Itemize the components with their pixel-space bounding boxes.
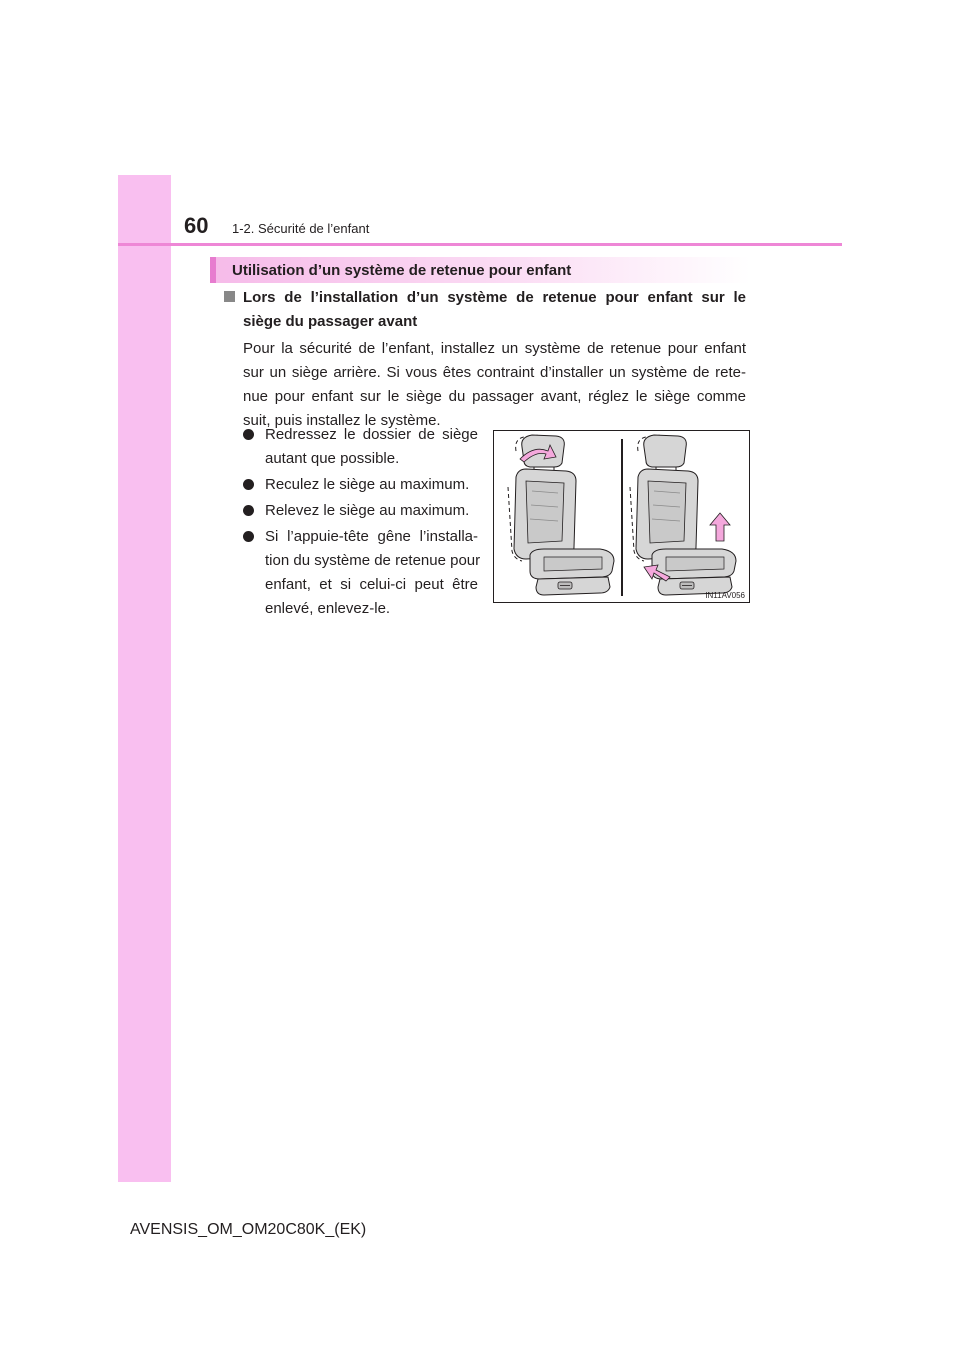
list-item (243, 423, 478, 471)
paragraph-line: nue pour enfant sur le siège du passager avant, réglez le siège comme (243, 388, 746, 405)
bullet-dot-icon (243, 531, 254, 542)
bullet-line: Redressez le dossier de siège (265, 426, 478, 443)
bullet-line: autant que possible. (265, 450, 400, 467)
bullet-dot-icon (243, 479, 254, 490)
section-title-bar (210, 257, 750, 283)
running-head: 1-2. Sécurité de l’enfant (232, 221, 370, 236)
list-item (243, 473, 478, 497)
list-item (243, 499, 478, 523)
subsection-heading-line: Lors de l’installation d’un système de retenue pour enfant sur le (243, 289, 746, 306)
bullet-line: Reculez le siège au maximum. (265, 476, 470, 493)
paragraph-line: suit, puis installez le système. (243, 412, 441, 429)
paragraph-line: Pour la sécurité de l’enfant, installez un système de retenue pour enfant (243, 340, 746, 357)
chapter-side-tab (118, 175, 171, 1182)
bullet-dot-icon (243, 429, 254, 440)
figure-code: IN11AV056 (705, 591, 745, 600)
bullet-line: Relevez le siège au maximum. (265, 502, 470, 519)
footer-document-code: AVENSIS_OM_OM20C80K_(EK) (130, 1221, 367, 1238)
bullet-line: Si l’appuie-tête gêne l’installa- (265, 528, 478, 545)
subsection-heading (243, 286, 746, 334)
bullet-list (243, 423, 481, 623)
header-rule (118, 243, 842, 246)
seat-adjustment-illustration-icon (494, 431, 749, 602)
list-item (243, 525, 481, 621)
bullet-line: tion du système de retenue pour (265, 552, 481, 569)
bullet-line: enlevé, enlevez-le. (265, 600, 391, 617)
subsection-heading-line: siège du passager avant (243, 313, 418, 330)
instruction-paragraph (243, 337, 746, 433)
square-bullet-icon (224, 291, 235, 302)
section-title: Utilisation d’un système de retenue pour enfant (232, 262, 572, 279)
bullet-line: enfant, et si celui-ci peut être (265, 576, 478, 593)
bullet-dot-icon (243, 505, 254, 516)
page-number: 60 (184, 213, 209, 238)
seat-adjustment-figure (493, 430, 750, 603)
paragraph-line: sur un siège arrière. Si vous êtes contraint d’installer un système de rete- (243, 364, 746, 381)
